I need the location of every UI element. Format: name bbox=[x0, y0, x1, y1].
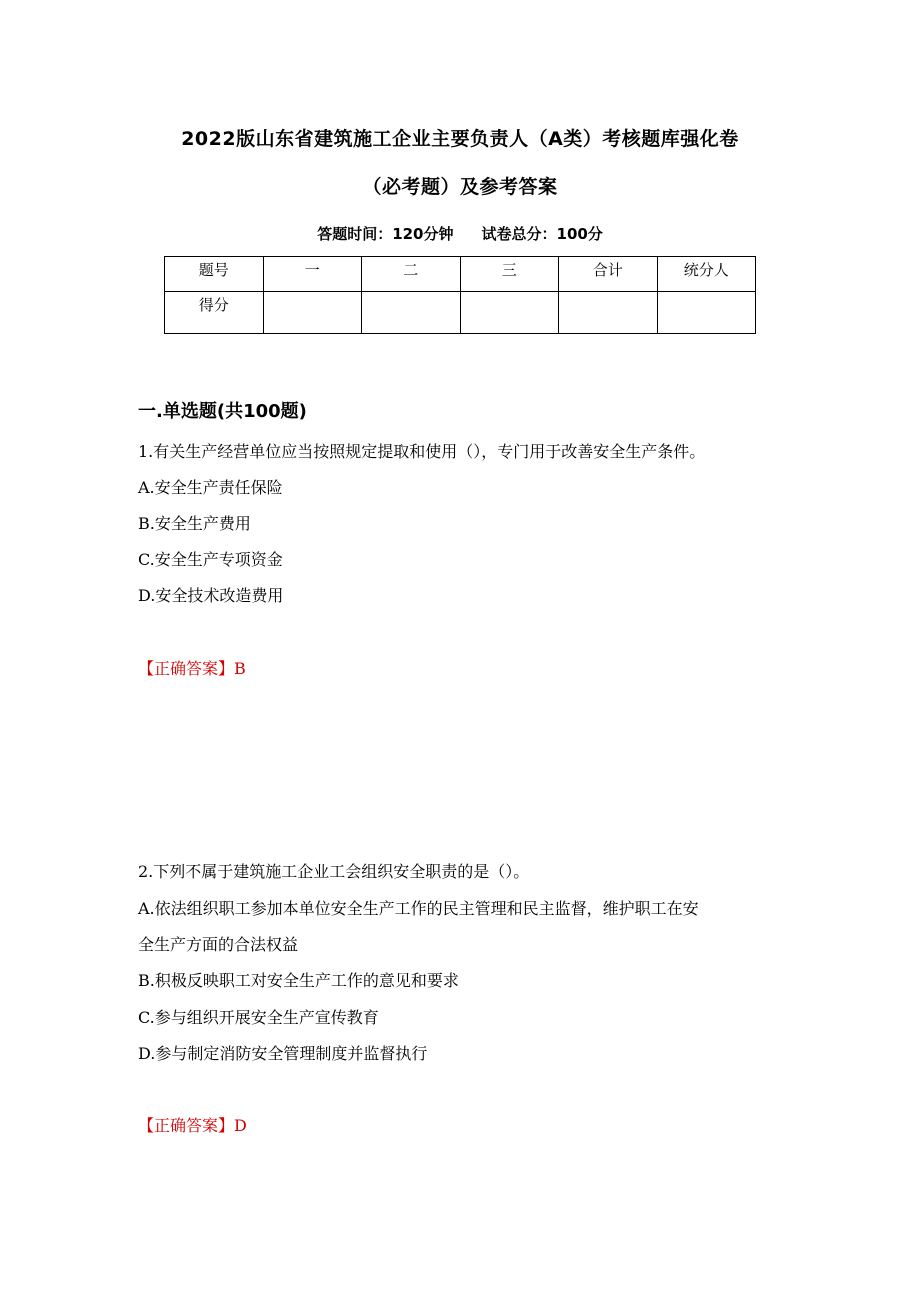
score-header-cell: 一 bbox=[263, 257, 362, 292]
score-table bbox=[164, 256, 756, 334]
question-2-option-d: D.参与制定消防安全管理制度并监督执行 bbox=[138, 1044, 428, 1063]
score-header-cell: 题号 bbox=[165, 257, 264, 292]
score-header-cell: 合计 bbox=[559, 257, 658, 292]
exam-time: 答题时间：120分钟 bbox=[317, 225, 454, 243]
score-header-cell: 二 bbox=[362, 257, 461, 292]
question-2-option-b: B.积极反映职工对安全生产工作的意见和要求 bbox=[138, 971, 459, 990]
exam-total-score: 试卷总分：100分 bbox=[481, 225, 603, 243]
score-cell bbox=[362, 292, 461, 334]
score-header-cell: 统分人 bbox=[657, 257, 756, 292]
question-2-stem: 2.下列不属于建筑施工企业工会组织安全职责的是（）。 bbox=[138, 862, 530, 881]
score-cell bbox=[657, 292, 756, 334]
question-1-option-a: A.安全生产责任保险 bbox=[138, 478, 283, 497]
score-cell bbox=[263, 292, 362, 334]
question-1-option-b: B.安全生产费用 bbox=[138, 514, 251, 533]
question-1-option-c: C.安全生产专项资金 bbox=[138, 550, 283, 569]
score-header-cell: 三 bbox=[460, 257, 559, 292]
score-cell bbox=[460, 292, 559, 334]
question-2-option-c: C.参与组织开展安全生产宣传教育 bbox=[138, 1008, 379, 1027]
question-1-stem: 1.有关生产经营单位应当按照规定提取和使用（），专门用于改善安全生产条件。 bbox=[138, 442, 706, 461]
document-title-line-1: 2022版山东省建筑施工企业主要负责人（A类）考核题库强化卷 bbox=[181, 128, 739, 150]
score-table-score-row bbox=[165, 292, 756, 334]
exam-meta bbox=[0, 223, 920, 244]
document-title-line-2: （必考题）及参考答案 bbox=[362, 176, 558, 198]
question-1-answer: 【正确答案】B bbox=[138, 659, 246, 678]
section-title: 一.单选题(共100题) bbox=[138, 401, 307, 422]
question-1-option-d: D.安全技术改造费用 bbox=[138, 586, 284, 605]
question-2-answer: 【正确答案】D bbox=[138, 1116, 247, 1135]
question-2-option-a-line-2: 全生产方面的合法权益 bbox=[138, 935, 299, 954]
score-table-header-row bbox=[165, 257, 756, 292]
score-cell bbox=[559, 292, 658, 334]
score-row-label: 得分 bbox=[165, 292, 264, 334]
question-2-option-a-line-1: A.依法组织职工参加本单位安全生产工作的民主管理和民主监督，维护职工在安 bbox=[138, 899, 699, 918]
